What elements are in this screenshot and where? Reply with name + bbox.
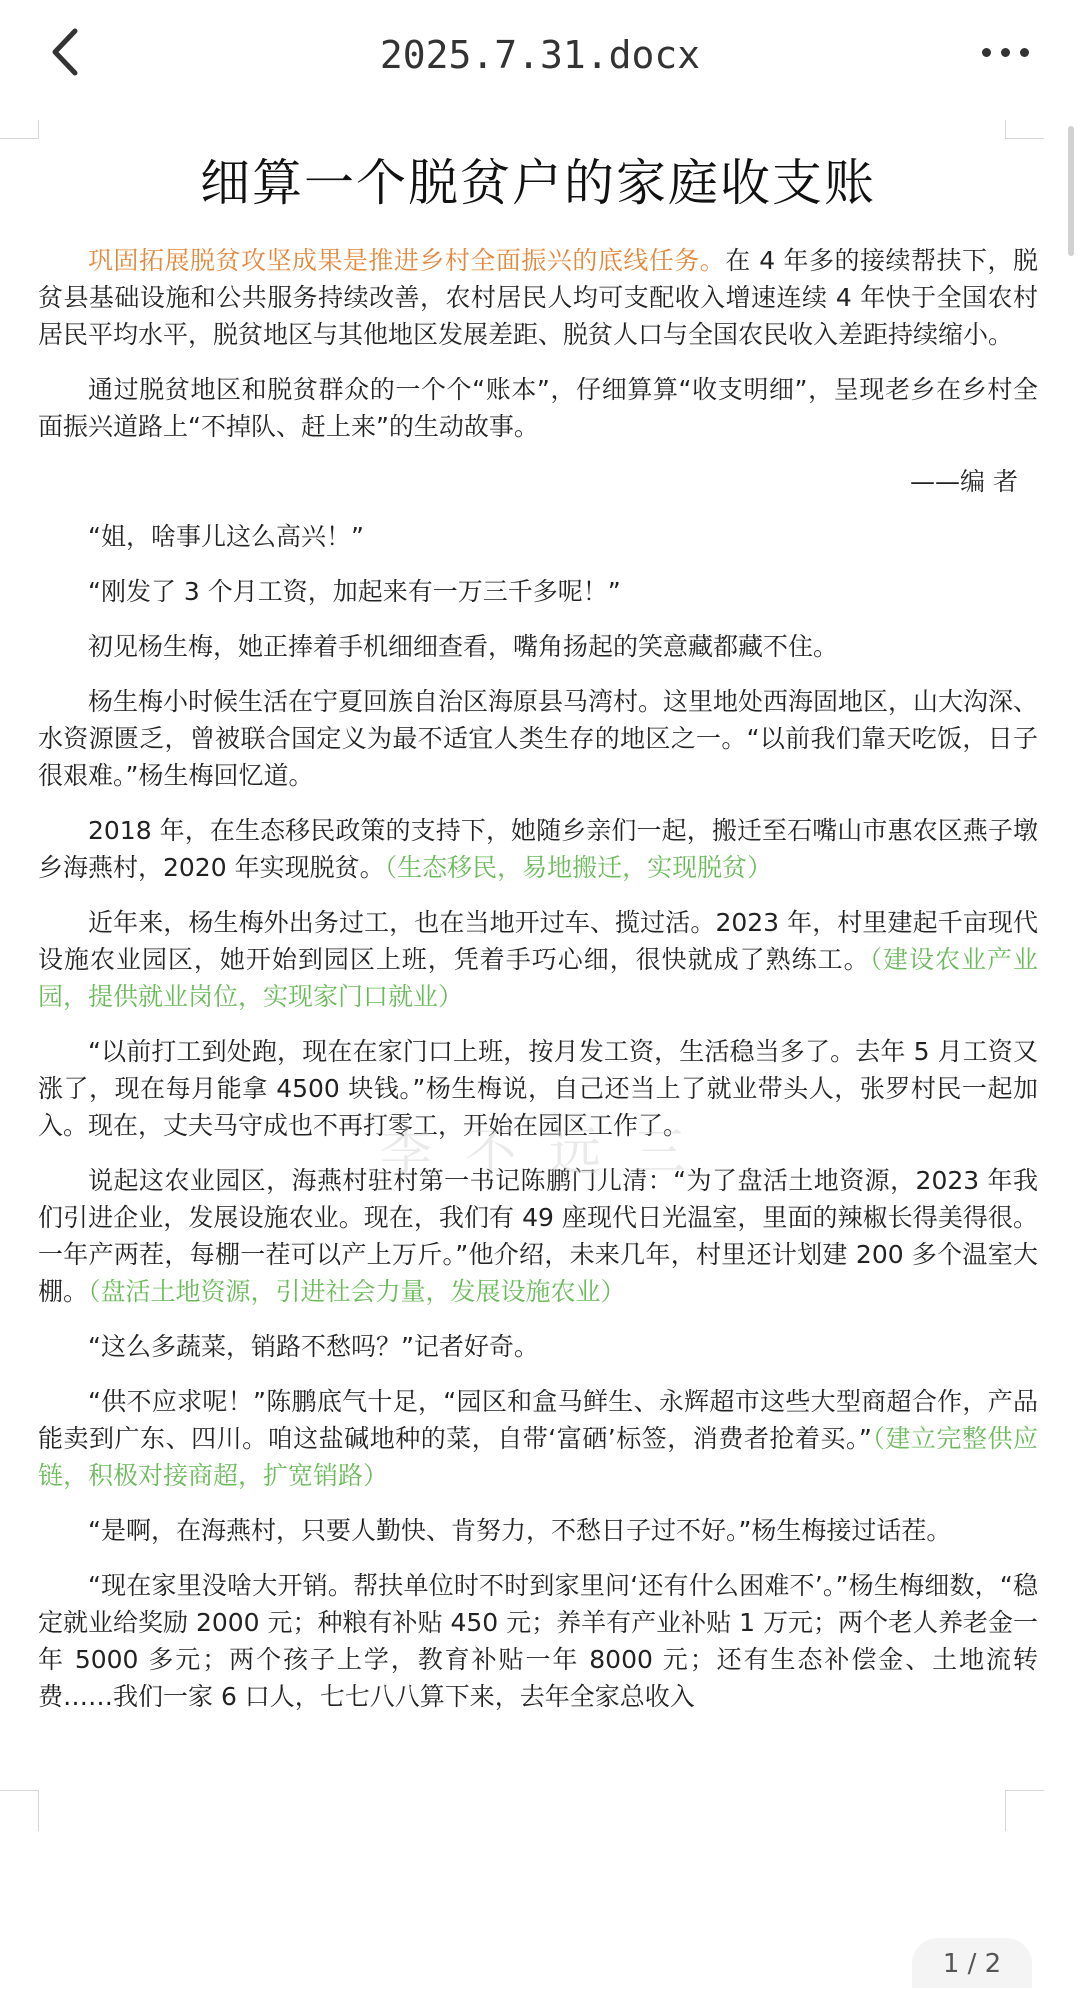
more-horizontal-icon-dot (1001, 48, 1010, 57)
page-corner-top-left (0, 120, 39, 139)
article-title: 细算一个脱贫户的家庭收支账 (200, 154, 876, 212)
annotation-note: （建设农业产业园，提供就业岗位，实现家门口就业） (38, 945, 1038, 1011)
more-options-button[interactable] (970, 30, 1040, 74)
paragraph (38, 1162, 1038, 1310)
paragraph-text: 说起这农业园区，海燕村驻村第一书记陈鹏门儿清：“为了盘活土地资源，2023 年我们引进企业，发展设施农业。现在，我们有 49 座现代日光温室，里面的辣椒长得美得很。一年产两茬，每棚一茬可以产上万斤。”他介绍，未来几年，村里还计划建 200 多个温室大棚。 (38, 1166, 1038, 1306)
paragraph-text: 在 4 年多的接续帮扶下，脱贫县基础设施和公共服务持续改善，农村居民人均可支配收入增速连续 4 年快于全国农村居民平均水平，脱贫地区与其他地区发展差距、脱贫人口与全国农民收入差距持续缩小。 (38, 246, 1038, 349)
annotation-note: （盘活土地资源，引进社会力量，发展设施农业） (88, 1277, 626, 1306)
paragraph: 杨生梅小时候生活在宁夏回族自治区海原县马湾村。这里地处西海固地区，山大沟深、水资源匮乏，曾被联合国定义为最不适宜人类生存的地区之一。“以前我们靠天吃饭，日子很艰难。”杨生梅回忆道。 (38, 687, 1039, 790)
paragraph (38, 812, 1038, 886)
document-filename: 2025.7.31.docx (379, 33, 701, 77)
editor-signature: ——编 者 (910, 467, 1018, 496)
page-corner-top-right (1005, 120, 1044, 139)
paragraph: “是啊，在海燕村，只要人勤快、肯努力，不愁日子过不好。”杨生梅接过话茬。 (88, 1516, 952, 1545)
scrollbar[interactable] (1068, 126, 1074, 256)
chevron-left-icon (49, 27, 79, 77)
lead-sentence: 巩固拓展脱贫攻坚成果是推进乡村全面振兴的底线任务。 (88, 246, 726, 275)
annotation-note: （建立完整供应链，积极对接商超，扩宽销路） (38, 1424, 1038, 1490)
paragraph-text: “供不应求呢！”陈鹏底气十足，“园区和盒马鲜生、永辉超市这些大型商超合作，产品能卖到广东、四川。咱这盐碱地种的菜，自带‘富硒’标签，消费者抢着买。” (38, 1387, 1038, 1453)
document-body (38, 150, 1038, 1733)
paragraph-intro (38, 242, 1038, 353)
page-corner-bottom-left (0, 1790, 39, 1831)
page-corner-bottom-right (1005, 1790, 1044, 1831)
paragraph (38, 1383, 1038, 1494)
top-app-bar (0, 0, 1080, 110)
annotation-note: （生态移民，易地搬迁，实现脱贫） (384, 853, 773, 882)
paragraph (38, 904, 1038, 1015)
paragraph: “刚发了 3 个月工资，加起来有一万三千多呢！” (88, 577, 621, 606)
back-button[interactable] (40, 22, 88, 82)
paragraph-text: 2018 年，在生态移民政策的支持下，她随乡亲们一起，搬迁至石嘴山市惠农区燕子墩乡海燕村，2020 年实现脱贫。 (38, 816, 1038, 882)
paragraph: “以前打工到处跑，现在在家门口上班，按月发工资，生活稳当多了。去年 5 月工资又涨了，现在每月能拿 4500 块钱。”杨生梅说，自己还当上了就业带头人，张罗村民一起加入。现在，丈夫马守成也不再打零工，开始在园区工作了。 (38, 1037, 1038, 1140)
paragraph-text: 近年来，杨生梅外出务过工，也在当地开过车、揽过活。2023 年，村里建起千亩现代设施农业园区，她开始到园区上班，凭着手巧心细，很快就成了熟练工。 (38, 908, 1038, 974)
paragraph: “现在家里没啥大开销。帮扶单位时不时到家里问‘还有什么困难不’。”杨生梅细数，“稳定就业给奖励 2000 元；种粮有补贴 450 元；养羊有产业补贴 1 万元；两个老人养老金一年 5000 多元；两个孩子上学，教育补贴一年 8000 元；还有生态补偿金、土地流转费……我们一家 6 口人，七七八八算下来，去年全家总收入 (38, 1571, 1038, 1711)
watermark: 李 不 远 三 (380, 1123, 694, 1183)
paragraph: 初见杨生梅，她正捧着手机细细查看，嘴角扬起的笑意藏都藏不住。 (88, 632, 839, 661)
paragraph: “这么多蔬菜，销路不愁吗？”记者好奇。 (88, 1332, 539, 1361)
document-page[interactable] (0, 120, 1080, 1800)
page-indicator: 1 / 2 (912, 1938, 1032, 1988)
paragraph: 通过脱贫地区和脱贫群众的一个个“账本”，仔细算算“收支明细”，呈现老乡在乡村全面振兴道路上“不掉队、赶上来”的生动故事。 (38, 375, 1038, 441)
more-horizontal-icon-dot (1020, 48, 1029, 57)
more-horizontal-icon (982, 48, 991, 57)
paragraph: “姐，啥事儿这么高兴！” (88, 522, 364, 551)
